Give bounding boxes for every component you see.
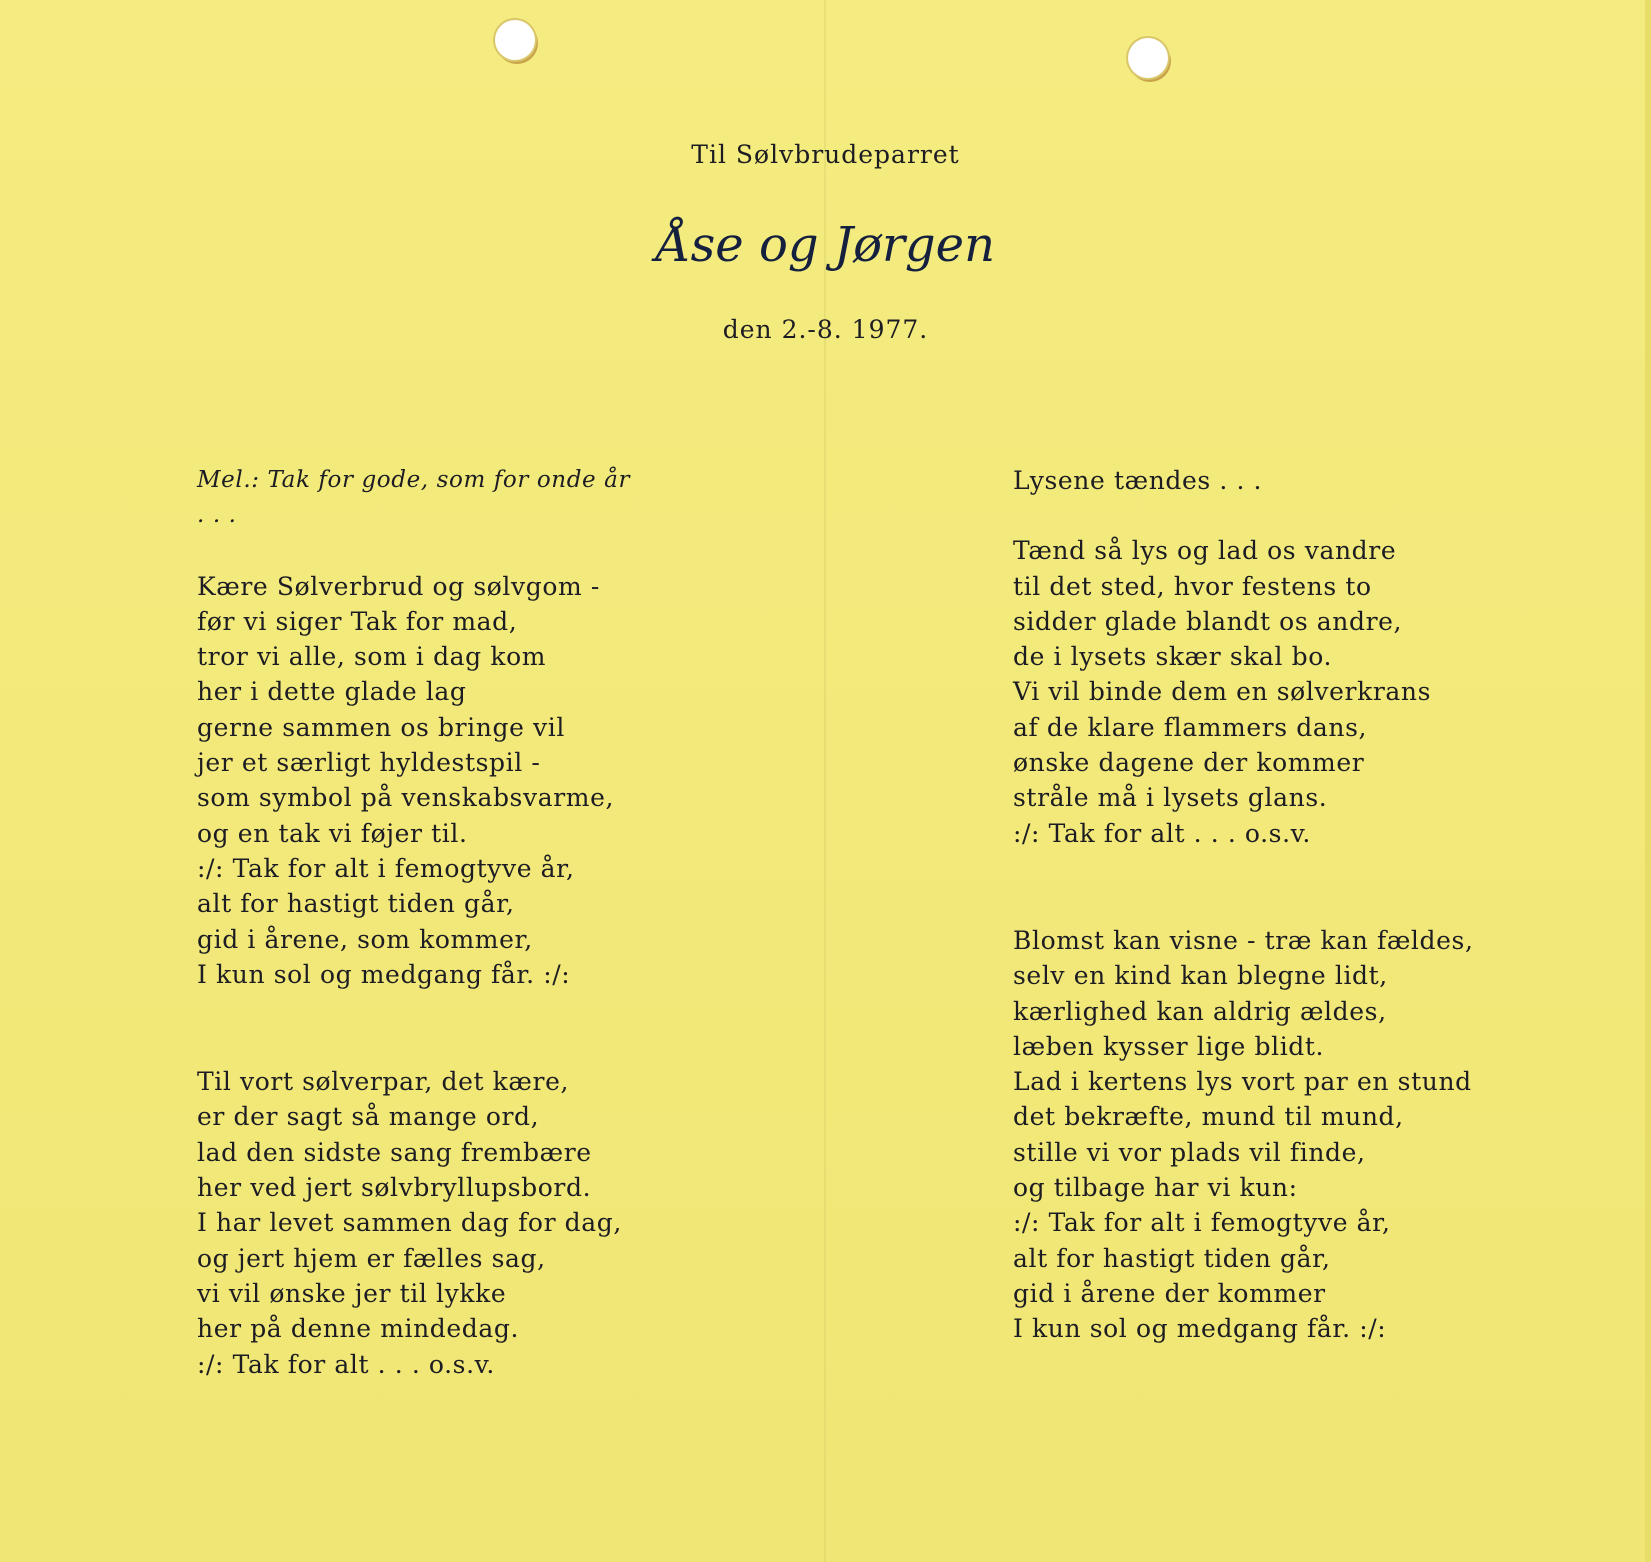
verse-line: det bekræfte, mund til mund, (1013, 1102, 1404, 1132)
verse-line: og tilbage har vi kun: (1013, 1173, 1298, 1203)
header (0, 140, 1651, 344)
verse-line: ønske dagene der kommer (1013, 748, 1365, 778)
verse-line: jer et særligt hyldestspil - (197, 748, 541, 778)
verse-line: tror vi alle, som i dag kom (197, 642, 547, 672)
verse-line: Tænd så lys og lad os vandre (1013, 536, 1397, 566)
verse-line: alt for hastigt tiden går, (1013, 1243, 1331, 1273)
verse-line: før vi siger Tak for mad, (197, 606, 518, 636)
verse-line: her ved jert sølvbryllupsbord. (197, 1173, 592, 1203)
verse-line: alt for hastigt tiden går, (197, 889, 515, 919)
spacer (197, 992, 637, 1064)
verse-line: gid i årene, som kommer, (197, 924, 533, 954)
verse-line: af de klare flammers dans, (1013, 712, 1368, 742)
verse-line: er der sagt så mange ord, (197, 1102, 540, 1132)
verse-line: stille vi vor plads vil finde, (1013, 1137, 1366, 1167)
verse-line: her i dette glade lag (197, 677, 467, 707)
verse-4 (1013, 923, 1473, 1347)
verse-line: :/: Tak for alt i femogtyve år, (1013, 1208, 1391, 1238)
right-column (1013, 463, 1473, 1347)
verse-line: I kun sol og medgang får. :/: (197, 959, 571, 989)
left-column (197, 463, 637, 1382)
verse-line: :/: Tak for alt . . . o.s.v. (197, 1349, 495, 1379)
verse-line: I kun sol og medgang får. :/: (1013, 1314, 1387, 1344)
verse-3 (1013, 533, 1473, 851)
verse-line: :/: Tak for alt i femogtyve år, (197, 853, 575, 883)
verse-line: Vi vil binde dem en sølverkrans (1013, 677, 1432, 707)
verse-line: :/: Tak for alt . . . o.s.v. (1013, 818, 1311, 848)
punch-hole-left (495, 20, 535, 60)
couple-names: Åse og Jørgen (656, 217, 995, 273)
verse-1 (197, 569, 637, 993)
verse-line: læben kysser lige blidt. (1013, 1031, 1325, 1061)
verse-line: stråle må i lysets glans. (1013, 783, 1328, 813)
verse-line: de i lysets skær skal bo. (1013, 642, 1333, 672)
verse-line: Kære Sølverbrud og sølvgom - (197, 571, 600, 601)
verse-line: og jert hjem er fælles sag, (197, 1243, 546, 1273)
verse-line: Lad i kertens lys vort par en stund (1013, 1067, 1472, 1097)
verse-line: til det sted, hvor festens to (1013, 571, 1372, 601)
verse-line: Til vort sølverpar, det kære, (197, 1067, 570, 1097)
spacer (197, 534, 637, 569)
section-heading: Lysene tændes . . . (1013, 466, 1263, 495)
dedication-subtitle: Til Sølvbrudeparret (691, 140, 960, 169)
verse-line: sidder glade blandt os andre, (1013, 606, 1403, 636)
verse-line: gerne sammen os bringe vil (197, 712, 565, 742)
verse-line: lad den sidste sang frembære (197, 1137, 592, 1167)
spacer (1013, 851, 1473, 923)
verse-line: og en tak vi føjer til. (197, 818, 468, 848)
verse-2 (197, 1064, 637, 1382)
punch-hole-right (1128, 38, 1168, 78)
verse-line: selv en kind kan blegne lidt, (1013, 961, 1388, 991)
verse-line: som symbol på venskabsvarme, (197, 783, 615, 813)
verse-line: I har levet sammen dag for dag, (197, 1208, 622, 1238)
melody-line: Mel.: Tak for gode, som for onde år . . . (197, 467, 631, 529)
verse-line: vi vil ønske jer til lykke (197, 1278, 507, 1308)
verse-line: her på denne mindedag. (197, 1314, 520, 1344)
verse-line: Blomst kan visne - træ kan fældes, (1013, 925, 1474, 955)
spacer (1013, 498, 1473, 533)
verse-line: kærlighed kan aldrig ældes, (1013, 996, 1387, 1026)
date-line: den 2.-8. 1977. (722, 315, 929, 344)
verse-line: gid i årene der kommer (1013, 1278, 1326, 1308)
